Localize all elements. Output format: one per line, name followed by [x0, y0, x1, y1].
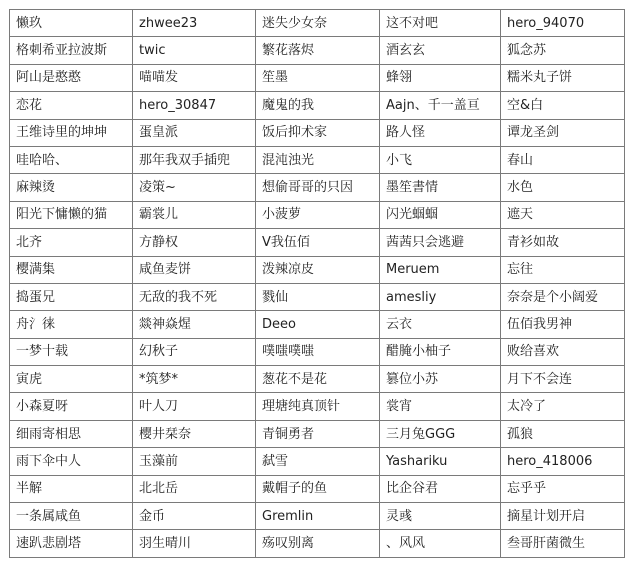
table-cell: 戴帽子的鱼: [256, 475, 380, 502]
table-cell: 空&白: [501, 92, 625, 119]
table-cell: *筑梦*: [133, 366, 256, 393]
table-cell: 方静权: [133, 229, 256, 256]
table-cell: 败给喜欢: [501, 338, 625, 365]
name-table-body: [10, 10, 625, 558]
table-cell: 叶人刀: [133, 393, 256, 420]
table-cell: 魔鬼的我: [256, 92, 380, 119]
table-row: [10, 475, 625, 502]
table-cell: 迷失少女奈: [256, 10, 380, 37]
table-cell: 裳宵: [380, 393, 501, 420]
table-cell: 酒玄玄: [380, 37, 501, 64]
table-row: [10, 229, 625, 256]
table-cell: 恋花: [10, 92, 133, 119]
table-cell: 茜茜只会逃避: [380, 229, 501, 256]
table-cell: twic: [133, 37, 256, 64]
table-row: [10, 393, 625, 420]
table-cell: 无敌的我不死: [133, 283, 256, 310]
table-cell: 遮天: [501, 201, 625, 228]
table-cell: Meruem: [380, 256, 501, 283]
table-cell: 麻辣烫: [10, 174, 133, 201]
table-cell: 金币: [133, 503, 256, 530]
table-cell: 叁哥肝菌微生: [501, 530, 625, 557]
table-cell: 寅虎: [10, 366, 133, 393]
table-cell: 忘往: [501, 256, 625, 283]
table-cell: 笙墨: [256, 64, 380, 91]
table-cell: 小飞: [380, 146, 501, 173]
table-cell: 一梦十载: [10, 338, 133, 365]
table-cell: 闪光蝈蝈: [380, 201, 501, 228]
table-cell: 泼辣凉皮: [256, 256, 380, 283]
table-cell: V我伍佰: [256, 229, 380, 256]
table-cell: 混沌浊光: [256, 146, 380, 173]
table-cell: 忘乎乎: [501, 475, 625, 502]
table-cell: 摘星计划开启: [501, 503, 625, 530]
table-row: [10, 201, 625, 228]
table-cell: 这不对吧: [380, 10, 501, 37]
table-cell: 阿山是憨憨: [10, 64, 133, 91]
table-cell: hero_418006: [501, 448, 625, 475]
table-row: [10, 420, 625, 447]
table-cell: 殇叹别离: [256, 530, 380, 557]
table-cell: zhwee23: [133, 10, 256, 37]
table-cell: 醋腌小柚子: [380, 338, 501, 365]
table-row: [10, 119, 625, 146]
table-row: [10, 311, 625, 338]
table-cell: 太冷了: [501, 393, 625, 420]
table-cell: 灵彧: [380, 503, 501, 530]
table-cell: 霸裳儿: [133, 201, 256, 228]
table-cell: 春山: [501, 146, 625, 173]
table-cell: 格刺希亚拉波斯: [10, 37, 133, 64]
table-cell: 凌策~: [133, 174, 256, 201]
table-cell: 那年我双手插兜: [133, 146, 256, 173]
table-cell: 篡位小苏: [380, 366, 501, 393]
table-cell: 伍佰我男神: [501, 311, 625, 338]
table-cell: 北齐: [10, 229, 133, 256]
table-cell: 路人怪: [380, 119, 501, 146]
table-cell: Yashariku: [380, 448, 501, 475]
table-cell: 青铜勇者: [256, 420, 380, 447]
table-cell: 燚神焱煋: [133, 311, 256, 338]
table-row: [10, 283, 625, 310]
table-cell: 、风风: [380, 530, 501, 557]
table-cell: 比企谷君: [380, 475, 501, 502]
table-cell: 月下不会连: [501, 366, 625, 393]
table-cell: 奈奈是个小阔爱: [501, 283, 625, 310]
table-cell: 幻秋子: [133, 338, 256, 365]
name-table: [9, 9, 625, 558]
table-cell: 糯米丸子饼: [501, 64, 625, 91]
table-cell: 北北岳: [133, 475, 256, 502]
table-cell: 谭龙圣剑: [501, 119, 625, 146]
table-row: [10, 338, 625, 365]
table-cell: 樱满集: [10, 256, 133, 283]
table-cell: 噗嗤噗嗤: [256, 338, 380, 365]
table-cell: Deeo: [256, 311, 380, 338]
table-cell: 蛋皇派: [133, 119, 256, 146]
table-row: [10, 174, 625, 201]
table-cell: 咸鱼麦饼: [133, 256, 256, 283]
table-cell: 小菠萝: [256, 201, 380, 228]
table-row: [10, 10, 625, 37]
table-cell: 懒玖: [10, 10, 133, 37]
table-cell: hero_30847: [133, 92, 256, 119]
table-cell: 蜂翎: [380, 64, 501, 91]
table-cell: 想偷哥哥的只因: [256, 174, 380, 201]
table-row: [10, 530, 625, 557]
table-cell: 喵喵发: [133, 64, 256, 91]
table-row: [10, 256, 625, 283]
table-cell: 弑雪: [256, 448, 380, 475]
table-cell: 捣蛋兄: [10, 283, 133, 310]
table-cell: 樱井栞奈: [133, 420, 256, 447]
table-cell: amesliy: [380, 283, 501, 310]
table-cell: 戮仙: [256, 283, 380, 310]
table-cell: 水色: [501, 174, 625, 201]
table-cell: 饭后抑术家: [256, 119, 380, 146]
table-row: [10, 37, 625, 64]
table-cell: 羽生晴川: [133, 530, 256, 557]
table-cell: 哇哈哈、: [10, 146, 133, 173]
table-cell: 三月兔GGG: [380, 420, 501, 447]
table-cell: Aajn、千一盖亘: [380, 92, 501, 119]
table-cell: 舟氵徕: [10, 311, 133, 338]
table-cell: 青衫如故: [501, 229, 625, 256]
table-cell: 半解: [10, 475, 133, 502]
table-cell: 阳光下慵懒的猫: [10, 201, 133, 228]
table-row: [10, 366, 625, 393]
table-cell: 繁花落烬: [256, 37, 380, 64]
table-cell: 理塘纯真顶针: [256, 393, 380, 420]
table-cell: 速趴悲剧塔: [10, 530, 133, 557]
table-cell: 孤狼: [501, 420, 625, 447]
table-row: [10, 146, 625, 173]
name-table-container: [9, 9, 625, 558]
table-cell: 狐念苏: [501, 37, 625, 64]
table-cell: Gremlin: [256, 503, 380, 530]
table-cell: 墨笙書情: [380, 174, 501, 201]
table-cell: 玉藻前: [133, 448, 256, 475]
table-cell: 小森夏呀: [10, 393, 133, 420]
table-cell: 云衣: [380, 311, 501, 338]
table-row: [10, 503, 625, 530]
table-cell: hero_94070: [501, 10, 625, 37]
table-cell: 一条属咸鱼: [10, 503, 133, 530]
table-cell: 王维诗里的坤坤: [10, 119, 133, 146]
table-row: [10, 64, 625, 91]
table-cell: 雨下伞中人: [10, 448, 133, 475]
table-row: [10, 92, 625, 119]
table-row: [10, 448, 625, 475]
table-cell: 葱花不是花: [256, 366, 380, 393]
table-cell: 细雨寄相思: [10, 420, 133, 447]
